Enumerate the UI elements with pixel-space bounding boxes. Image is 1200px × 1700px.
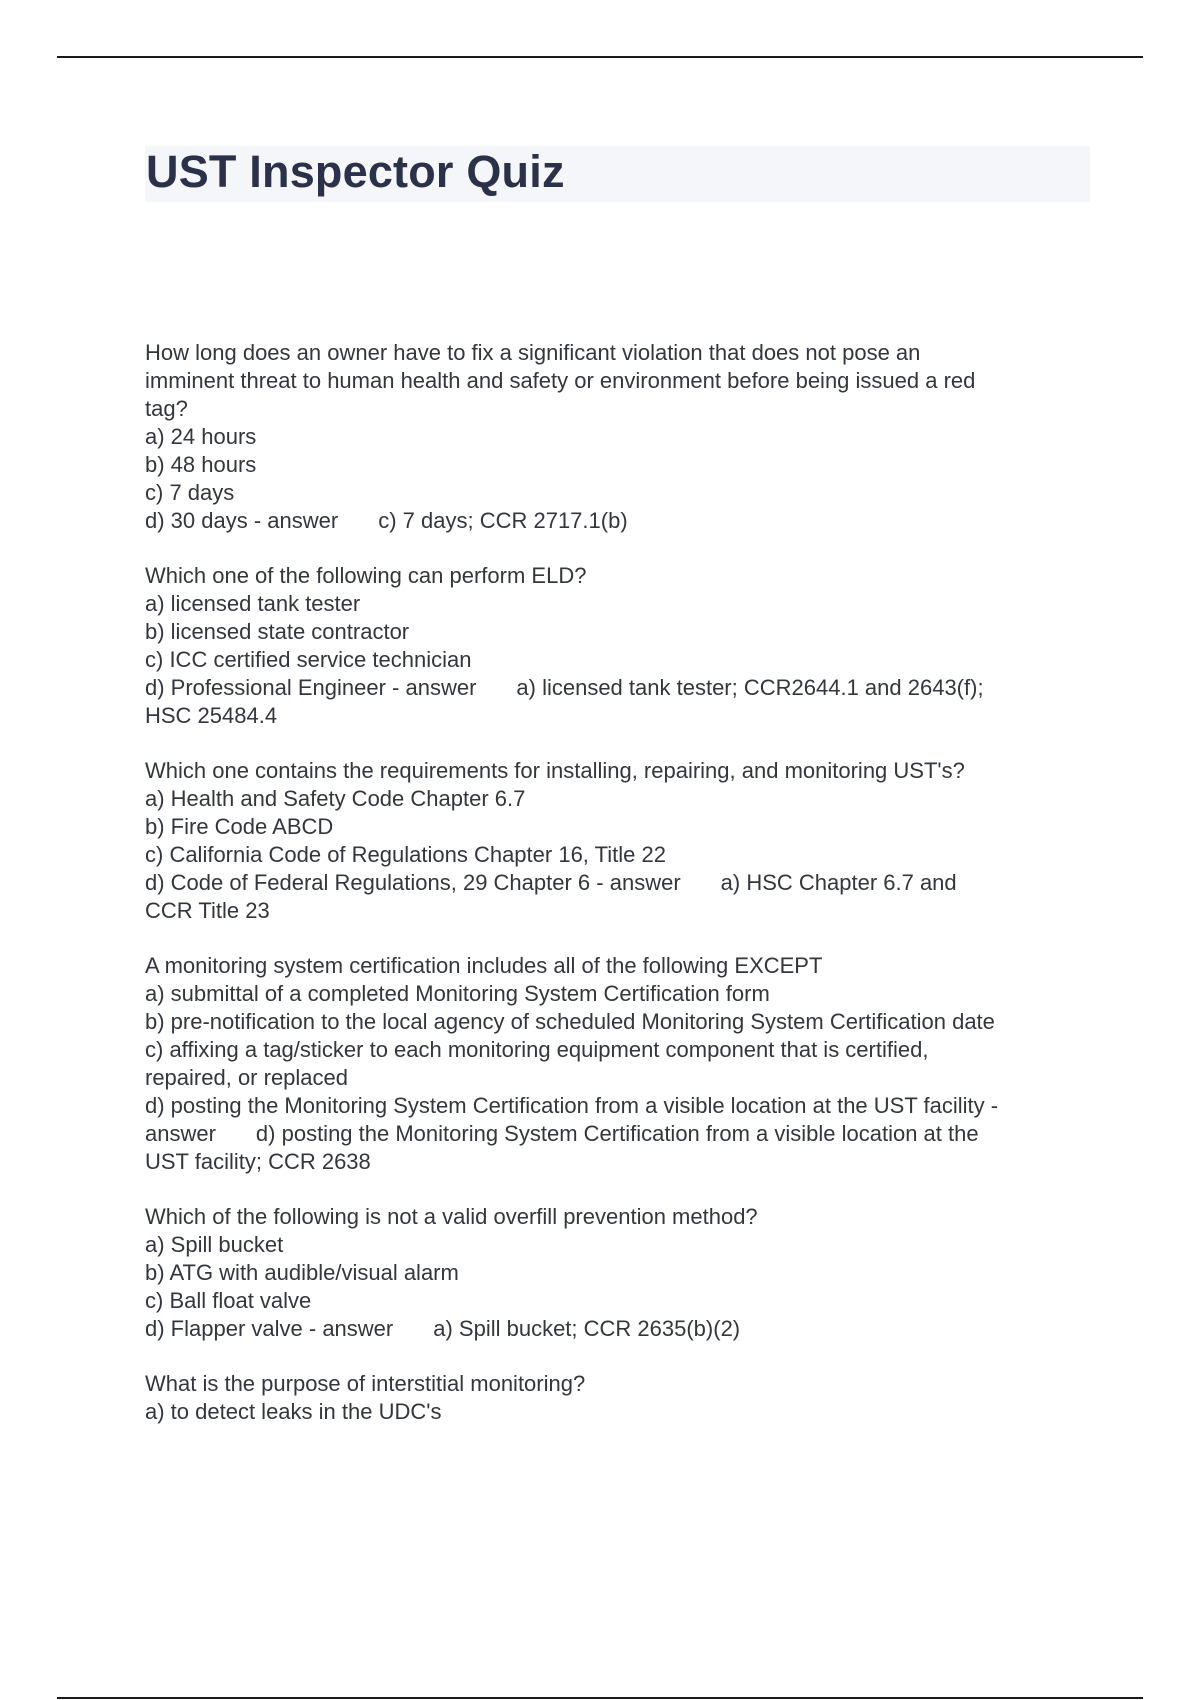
option: d) Flapper valve: [145, 1316, 303, 1341]
quiz-item-3: [145, 757, 1095, 925]
option: d) Code of Federal Regulations, 29 Chapter 6: [145, 870, 591, 895]
answer-text: a) HSC Chapter 6.7 and: [720, 870, 957, 895]
answer-marker: answer: [609, 870, 681, 895]
answer-marker: answer: [322, 1316, 394, 1341]
option: a) 24 hours: [145, 424, 257, 449]
last-option-line: d) 30 days - answer c) 7 days; CCR 2717.1(b): [145, 508, 628, 533]
answer-marker: answer: [405, 675, 477, 700]
question-line: How long does an owner have to fix a significant violation that does not pose an: [145, 340, 921, 365]
option: c) 7 days: [145, 480, 235, 505]
last-option-line: d) Code of Federal Regulations, 29 Chapter 6 - answer a) HSC Chapter 6.7 and: [145, 870, 957, 895]
option: d) 30 days: [145, 508, 248, 533]
quiz-item-4: [145, 952, 1095, 1176]
answer-text: a) Spill bucket; CCR 2635(b)(2): [433, 1316, 741, 1341]
option: c) Ball float valve: [145, 1288, 312, 1313]
option: b) Fire Code ABCD: [145, 814, 334, 839]
answer-text: UST facility; CCR 2638: [145, 1149, 371, 1174]
question-line: A monitoring system certification includes all of the following EXCEPT: [145, 953, 823, 978]
top-rule: [57, 56, 1143, 58]
option: b) ATG with audible/visual alarm: [145, 1260, 459, 1285]
last-option-line: d) Flapper valve - answer a) Spill bucket; CCR 2635(b)(2): [145, 1316, 741, 1341]
quiz-content: [145, 339, 1095, 1453]
option: b) licensed state contractor: [145, 619, 410, 644]
answer-text: HSC 25484.4: [145, 703, 278, 728]
answer-text: c) 7 days; CCR 2717.1(b): [378, 508, 628, 533]
question-line: Which of the following is not a valid overfill prevention method?: [145, 1204, 758, 1229]
question-line: tag?: [145, 396, 188, 421]
quiz-item-2: [145, 562, 1095, 730]
quiz-item-1: [145, 339, 1095, 535]
option: a) to detect leaks in the UDC's: [145, 1399, 442, 1424]
quiz-item-6: [145, 1370, 1095, 1426]
option: b) 48 hours: [145, 452, 257, 477]
answer-marker: answer: [145, 1121, 216, 1146]
question-line: Which one of the following can perform ELD?: [145, 563, 587, 588]
option: d) posting the Monitoring System Certification from a visible location at the UST facility -: [145, 1093, 999, 1118]
answer-marker: answer: [267, 508, 339, 533]
bottom-rule: [57, 1697, 1143, 1699]
option: c) affixing a tag/sticker to each monitoring equipment component that is certified,: [145, 1037, 929, 1062]
answer-text: d) posting the Monitoring System Certification from a visible location at the: [255, 1121, 979, 1146]
quiz-item-5: [145, 1203, 1095, 1343]
question-line: What is the purpose of interstitial monitoring?: [145, 1371, 586, 1396]
option: a) Spill bucket: [145, 1232, 284, 1257]
answer-text: CCR Title 23: [145, 898, 270, 923]
option: d) Professional Engineer: [145, 675, 386, 700]
option: c) ICC certified service technician: [145, 647, 472, 672]
question-line: Which one contains the requirements for installing, repairing, and monitoring UST's?: [145, 758, 965, 783]
document-title: UST Inspector Quiz: [146, 146, 565, 197]
option: a) Health and Safety Code Chapter 6.7: [145, 786, 526, 811]
answer-text: a) licensed tank tester; CCR2644.1 and 2643(f);: [516, 675, 984, 700]
option: a) submittal of a completed Monitoring System Certification form: [145, 981, 770, 1006]
option: b) pre-notification to the local agency of scheduled Monitoring System Certification date: [145, 1009, 995, 1034]
option: a) licensed tank tester: [145, 591, 361, 616]
answer-line: [145, 1120, 1095, 1148]
last-option-line: d) Professional Engineer - answer a) licensed tank tester; CCR2644.1 and 2643(f);: [145, 675, 984, 700]
option: c) California Code of Regulations Chapter 16, Title 22: [145, 842, 666, 867]
option: repaired, or replaced: [145, 1065, 349, 1090]
question-line: imminent threat to human health and safety or environment before being issued a red: [145, 368, 976, 393]
